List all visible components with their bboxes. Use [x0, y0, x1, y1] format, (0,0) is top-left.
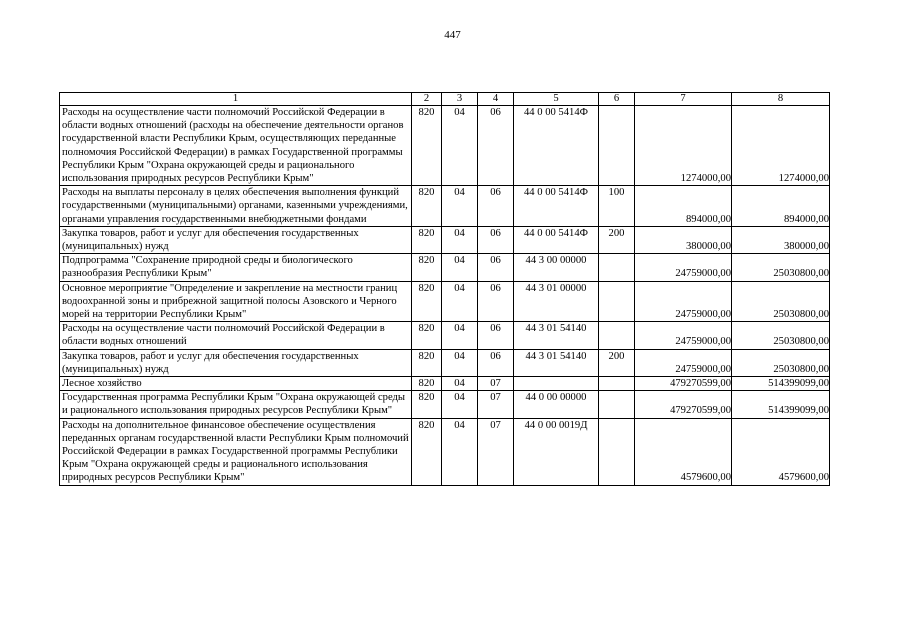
amount-col7: 24759000,00: [635, 281, 732, 322]
target-article-code: 44 3 01 54140: [514, 349, 599, 376]
amount-col7: 479270599,00: [635, 391, 732, 418]
amount-col7: 24759000,00: [635, 322, 732, 349]
section-code: 04: [442, 281, 478, 322]
table-row: [60, 377, 830, 391]
target-article-code: 44 0 00 0019Д: [514, 418, 599, 485]
amount-col8: 4579600,00: [732, 418, 830, 485]
target-article-code: 44 0 00 5414Ф: [514, 226, 599, 253]
expense-type-code: [599, 106, 635, 186]
row-name: Расходы на выплаты персоналу в целях обеспечения выполнения функций государственными (муниципальными) органами, казенными учреждениями, органами управления государственными внебюджетными фондами: [60, 186, 412, 227]
section-code: 04: [442, 349, 478, 376]
target-article-code: [514, 377, 599, 391]
row-name: Подпрограмма "Сохранение природной среды и биологического разнообразия Республики Крым": [60, 254, 412, 281]
table-row: [60, 254, 830, 281]
header-cell: 7: [635, 93, 732, 106]
subsection-code: 07: [478, 391, 514, 418]
row-name: Закупка товаров, работ и услуг для обеспечения государственных (муниципальных) нужд: [60, 226, 412, 253]
section-code: 04: [442, 226, 478, 253]
amount-col7: 380000,00: [635, 226, 732, 253]
amount-col8: 514399099,00: [732, 377, 830, 391]
subsection-code: 06: [478, 254, 514, 281]
amount-col8: 894000,00: [732, 186, 830, 227]
expense-type-code: [599, 418, 635, 485]
expense-type-code: [599, 281, 635, 322]
header-cell: 4: [478, 93, 514, 106]
amount-col8: 514399099,00: [732, 391, 830, 418]
subsection-code: 06: [478, 322, 514, 349]
amount-col8: 25030800,00: [732, 254, 830, 281]
budget-table: [59, 92, 830, 486]
row-name: Расходы на дополнительное финансовое обеспечение осуществления переданных органам государственной власти Республики Крым полномочий Российской Федерации в рамках Государственной программы Республики Крым "Охрана окружающей среды и рационального использования природных ресурсов Республики Крым": [60, 418, 412, 485]
amount-col7: 24759000,00: [635, 254, 732, 281]
amount-col8: 25030800,00: [732, 349, 830, 376]
table-row: [60, 186, 830, 227]
subsection-code: 06: [478, 281, 514, 322]
section-code: 04: [442, 377, 478, 391]
target-article-code: 44 0 00 5414Ф: [514, 106, 599, 186]
amount-col8: 25030800,00: [732, 322, 830, 349]
subsection-code: 06: [478, 186, 514, 227]
section-code: 04: [442, 418, 478, 485]
target-article-code: 44 3 01 54140: [514, 322, 599, 349]
header-cell: 2: [412, 93, 442, 106]
ministry-code: 820: [412, 106, 442, 186]
table-row: [60, 226, 830, 253]
ministry-code: 820: [412, 281, 442, 322]
header-cell: 1: [60, 93, 412, 106]
subsection-code: 06: [478, 226, 514, 253]
amount-col7: 24759000,00: [635, 349, 732, 376]
section-code: 04: [442, 322, 478, 349]
ministry-code: 820: [412, 226, 442, 253]
row-name: Основное мероприятие "Определение и закрепление на местности границ водоохранной зоны и прибрежной защитной полосы Азовского и Черного морей на территории Республики Крым": [60, 281, 412, 322]
section-code: 04: [442, 186, 478, 227]
amount-col8: 380000,00: [732, 226, 830, 253]
amount-col8: 25030800,00: [732, 281, 830, 322]
header-cell: 5: [514, 93, 599, 106]
subsection-code: 06: [478, 106, 514, 186]
table-row: [60, 418, 830, 485]
subsection-code: 07: [478, 377, 514, 391]
row-name: Государственная программа Республики Крым "Охрана окружающей среды и рационального использования природных ресурсов Республики Крым": [60, 391, 412, 418]
section-code: 04: [442, 106, 478, 186]
row-name: Закупка товаров, работ и услуг для обеспечения государственных (муниципальных) нужд: [60, 349, 412, 376]
target-article-code: 44 0 00 5414Ф: [514, 186, 599, 227]
row-name: Расходы на осуществление части полномочий Российской Федерации в области водных отношений (расходы на обеспечение деятельности органов государственной власти Республики Крым, осуществляющих переданные полномочия Российской Федерации) в рамках Государственной программы Республики Крым "Охрана окружающей среды и рационального использования природных ресурсов Республики Крым": [60, 106, 412, 186]
table-row: [60, 106, 830, 186]
ministry-code: 820: [412, 322, 442, 349]
ministry-code: 820: [412, 391, 442, 418]
ministry-code: 820: [412, 254, 442, 281]
table-row: [60, 391, 830, 418]
expense-type-code: 200: [599, 226, 635, 253]
expense-type-code: 200: [599, 349, 635, 376]
table-row: [60, 322, 830, 349]
amount-col7: 4579600,00: [635, 418, 732, 485]
expense-type-code: [599, 322, 635, 349]
section-code: 04: [442, 391, 478, 418]
header-cell: 8: [732, 93, 830, 106]
table-row: [60, 281, 830, 322]
header-row: [60, 93, 830, 106]
ministry-code: 820: [412, 418, 442, 485]
amount-col7: 894000,00: [635, 186, 732, 227]
expense-type-code: [599, 377, 635, 391]
amount-col7: 479270599,00: [635, 377, 732, 391]
ministry-code: 820: [412, 186, 442, 227]
target-article-code: 44 3 01 00000: [514, 281, 599, 322]
header-cell: 6: [599, 93, 635, 106]
amount-col7: 1274000,00: [635, 106, 732, 186]
subsection-code: 07: [478, 418, 514, 485]
section-code: 04: [442, 254, 478, 281]
ministry-code: 820: [412, 349, 442, 376]
header-cell: 3: [442, 93, 478, 106]
amount-col8: 1274000,00: [732, 106, 830, 186]
expense-type-code: [599, 254, 635, 281]
ministry-code: 820: [412, 377, 442, 391]
row-name: Расходы на осуществление части полномочий Российской Федерации в области водных отношений: [60, 322, 412, 349]
expense-type-code: 100: [599, 186, 635, 227]
subsection-code: 06: [478, 349, 514, 376]
target-article-code: 44 0 00 00000: [514, 391, 599, 418]
table-row: [60, 349, 830, 376]
target-article-code: 44 3 00 00000: [514, 254, 599, 281]
row-name: Лесное хозяйство: [60, 377, 412, 391]
expense-type-code: [599, 391, 635, 418]
page-number: 447: [444, 29, 461, 41]
